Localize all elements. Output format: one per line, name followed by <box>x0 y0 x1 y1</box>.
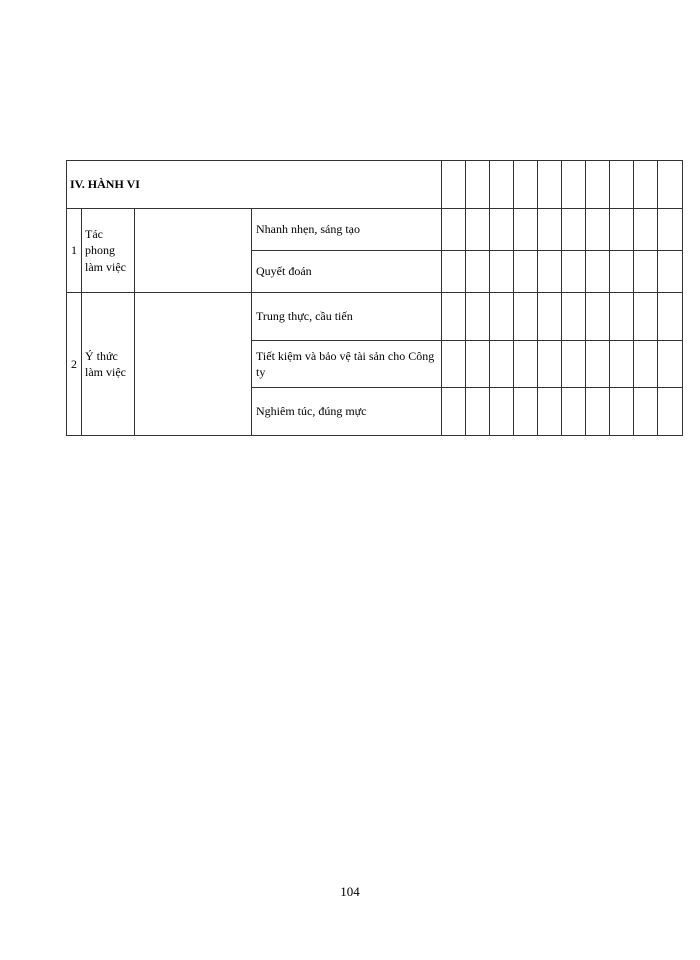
score-cell[interactable] <box>514 293 538 341</box>
row-number: 2 <box>67 293 82 436</box>
score-cell[interactable] <box>538 341 562 388</box>
score-cell[interactable] <box>634 293 658 341</box>
section-header-row <box>67 161 683 209</box>
score-cell[interactable] <box>490 293 514 341</box>
score-cell[interactable] <box>466 388 490 436</box>
row-number: 1 <box>67 209 82 293</box>
score-cell[interactable] <box>514 341 538 388</box>
score-cell[interactable] <box>538 161 562 209</box>
indicator-label: Nghiêm túc, đúng mực <box>252 388 442 436</box>
score-cell[interactable] <box>442 251 466 293</box>
score-cell[interactable] <box>514 388 538 436</box>
score-cell[interactable] <box>490 209 514 251</box>
score-cell[interactable] <box>538 251 562 293</box>
score-cell[interactable] <box>466 293 490 341</box>
blank-cell <box>135 209 252 293</box>
score-cell[interactable] <box>658 161 683 209</box>
score-cell[interactable] <box>610 251 634 293</box>
score-cell[interactable] <box>514 209 538 251</box>
score-cell[interactable] <box>466 341 490 388</box>
score-cell[interactable] <box>490 161 514 209</box>
score-cell[interactable] <box>634 341 658 388</box>
score-cell[interactable] <box>610 161 634 209</box>
score-cell[interactable] <box>610 209 634 251</box>
criterion-label: Tác phong <box>85 227 115 258</box>
score-cell[interactable] <box>658 341 683 388</box>
score-cell[interactable] <box>562 293 586 341</box>
table-row <box>67 209 683 251</box>
score-cell[interactable] <box>586 341 610 388</box>
score-cell[interactable] <box>658 251 683 293</box>
score-cell[interactable] <box>610 293 634 341</box>
score-cell[interactable] <box>490 251 514 293</box>
indicator-label: Trung thực, cầu tiến <box>252 293 442 341</box>
score-cell[interactable] <box>634 161 658 209</box>
score-cell[interactable] <box>634 209 658 251</box>
score-cell[interactable] <box>586 293 610 341</box>
criterion-label: Ý thức <box>85 348 118 363</box>
score-cell[interactable] <box>562 388 586 436</box>
score-cell[interactable] <box>562 161 586 209</box>
score-cell[interactable] <box>538 293 562 341</box>
indicator-label: Tiết kiệm và bảo vệ tài sản cho Công ty <box>252 341 442 388</box>
criterion-label: làm việc <box>85 365 126 379</box>
section-title: IV. HÀNH VI <box>67 161 442 209</box>
score-cell[interactable] <box>514 161 538 209</box>
score-cell[interactable] <box>442 341 466 388</box>
score-cell[interactable] <box>610 388 634 436</box>
criterion-cell <box>82 293 135 436</box>
score-cell[interactable] <box>610 341 634 388</box>
score-cell[interactable] <box>634 388 658 436</box>
score-cell[interactable] <box>586 209 610 251</box>
score-cell[interactable] <box>658 293 683 341</box>
table-row <box>67 293 683 341</box>
blank-cell <box>135 293 252 436</box>
score-cell[interactable] <box>442 209 466 251</box>
score-cell[interactable] <box>466 251 490 293</box>
score-cell[interactable] <box>634 251 658 293</box>
score-cell[interactable] <box>490 341 514 388</box>
score-cell[interactable] <box>658 388 683 436</box>
score-cell[interactable] <box>466 209 490 251</box>
score-cell[interactable] <box>562 209 586 251</box>
score-cell[interactable] <box>490 388 514 436</box>
criterion-cell <box>82 209 135 293</box>
score-cell[interactable] <box>514 251 538 293</box>
score-cell[interactable] <box>442 293 466 341</box>
indicator-label: Nhanh nhẹn, sáng tạo <box>252 209 442 251</box>
score-cell[interactable] <box>442 388 466 436</box>
score-cell[interactable] <box>586 161 610 209</box>
indicator-label: Quyết đoán <box>252 251 442 293</box>
score-cell[interactable] <box>538 388 562 436</box>
score-cell[interactable] <box>466 161 490 209</box>
criterion-label: làm việc <box>85 259 126 274</box>
score-cell[interactable] <box>586 251 610 293</box>
score-cell[interactable] <box>442 161 466 209</box>
behavior-evaluation-table <box>66 160 683 436</box>
score-cell[interactable] <box>538 209 562 251</box>
score-cell[interactable] <box>658 209 683 251</box>
score-cell[interactable] <box>562 251 586 293</box>
score-cell[interactable] <box>562 341 586 388</box>
page-number: 104 <box>340 884 360 899</box>
score-cell[interactable] <box>586 388 610 436</box>
